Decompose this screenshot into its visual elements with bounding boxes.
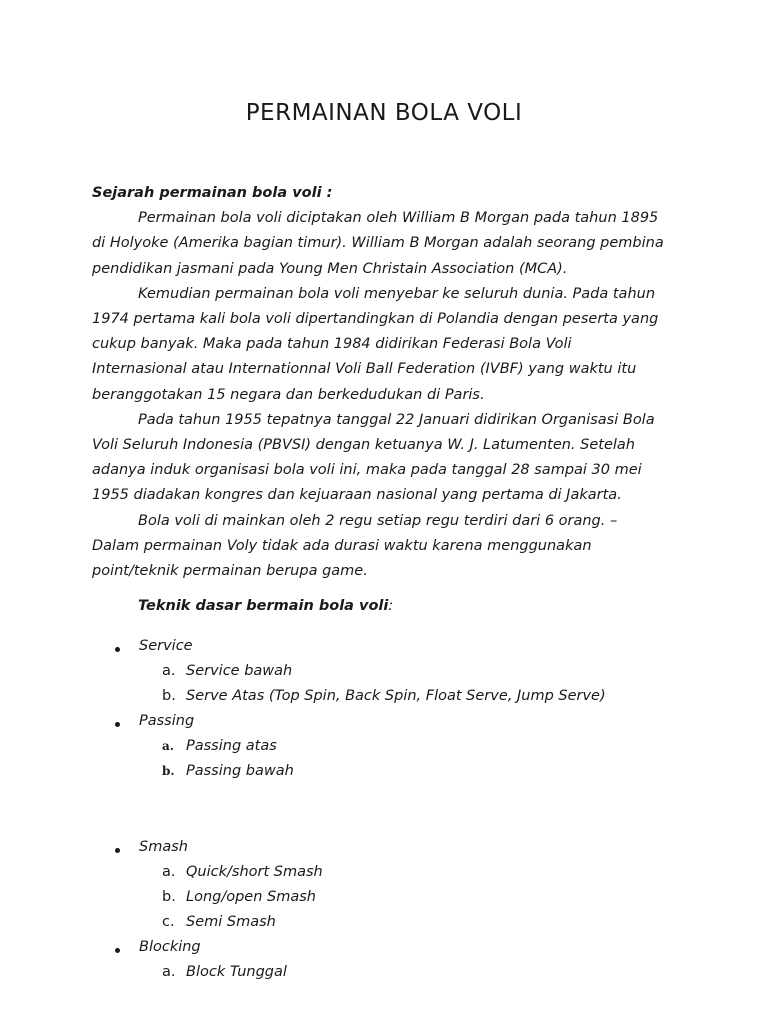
paragraph-line: Pada tahun 1955 tepatnya tanggal 22 Januari didirikan Organisasi Bola [138, 411, 655, 428]
sub-item [162, 964, 287, 980]
sub-item [162, 738, 277, 754]
sub-item [162, 663, 292, 679]
sub-item-text: Block Tunggal [186, 964, 287, 980]
paragraph-line: Voli Seluruh Indonesia (PBVSI) dengan ketuanya W. J. Latumenten. Setelah [92, 437, 635, 454]
paragraph-line: Bola voli di mainkan oleh 2 regu setiap regu terdiri dari 6 orang. – [138, 512, 618, 529]
paragraph-line: beranggotakan 15 negara dan berkedudukan di Paris. [92, 386, 485, 403]
sub-item [162, 864, 323, 880]
list-item-label: Service [139, 638, 193, 654]
document-title: PERMAINAN BOLA VOLI [245, 100, 523, 126]
sub-item-marker: b. [162, 889, 176, 905]
sub-item [162, 763, 294, 779]
bullet-icon [115, 848, 120, 853]
bullet-icon [115, 722, 120, 727]
paragraph-line: Permainan bola voli diciptakan oleh William B Morgan pada tahun 1895 [138, 210, 659, 227]
sub-item-text: Passing atas [186, 738, 277, 754]
paragraph-line: point/teknik permainan berupa game. [92, 563, 368, 580]
sub-item-marker: a. [162, 964, 176, 980]
list-item-label: Blocking [139, 939, 201, 955]
paragraph-line: 1974 pertama kali bola voli dipertandingkan di Polandia dengan peserta yang [92, 311, 659, 328]
sub-item-text: Passing bawah [186, 763, 294, 779]
paragraph-line: Kemudian permainan bola voli menyebar ke seluruh dunia. Pada tahun [138, 285, 656, 302]
history-heading: Sejarah permainan bola voli : [92, 185, 333, 201]
history-section [92, 181, 692, 584]
paragraph-line: adanya induk organisasi bola voli ini, maka pada tanggal 28 sampai 30 mei [92, 462, 642, 479]
sub-item-marker: b. [162, 688, 176, 704]
paragraph-line: cukup banyak. Maka pada tahun 1984 didirikan Federasi Bola Voli [92, 336, 572, 353]
list-item-label: Smash [139, 839, 188, 855]
sub-item-text: Service bawah [186, 663, 293, 679]
list-item-label: Passing [139, 713, 195, 729]
sub-item-text: Semi Smash [186, 914, 276, 930]
sub-item [162, 914, 276, 930]
sub-item [162, 688, 606, 704]
sub-item [162, 889, 316, 905]
paragraph-line: Dalam permainan Voly tidak ada durasi waktu karena menggunakan [92, 537, 592, 554]
sub-item-text: Serve Atas (Top Spin, Back Spin, Float Serve, Jump Serve) [186, 688, 606, 704]
sub-item-marker: a. [162, 663, 176, 679]
sub-item-marker: a. [162, 864, 176, 880]
sub-item-marker: b. [162, 764, 175, 778]
techniques-heading-text: Teknik dasar bermain bola voli [138, 598, 389, 614]
techniques-heading [138, 598, 393, 614]
techniques-heading-colon: : [388, 598, 394, 614]
sub-item-marker: a. [162, 739, 174, 753]
paragraph-line: 1955 diadakan kongres dan kejuaraan nasional yang pertama di Jakarta. [92, 487, 622, 504]
sub-item-text: Quick/short Smash [186, 864, 323, 880]
paragraph-line: Internasional atau Internationnal Voli Ball Federation (IVBF) yang waktu itu [92, 361, 637, 378]
sub-item-text: Long/open Smash [186, 889, 316, 905]
bullet-icon [115, 948, 120, 953]
paragraph-line: pendidikan jasmani pada Young Men Christain Association (MCA). [92, 260, 568, 277]
sub-item-marker: c. [162, 914, 175, 930]
bullet-icon [115, 647, 120, 652]
paragraph-line: di Holyoke (Amerika bagian timur). William B Morgan adalah seorang pembina [92, 235, 664, 252]
